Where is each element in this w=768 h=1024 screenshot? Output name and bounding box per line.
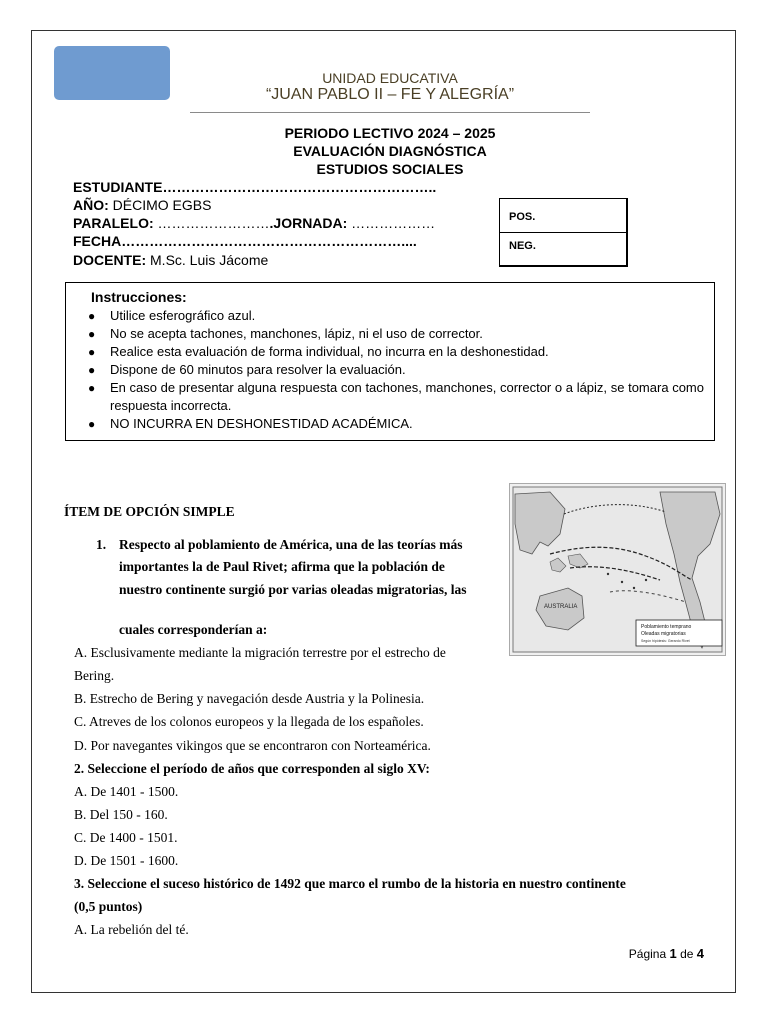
instruction-item: ● Dispone de 60 minutos para resolver la evaluación.: [88, 362, 406, 377]
q1-line: Respecto al poblamiento de América, una de las teorías más: [119, 537, 463, 552]
q2-title: 2. Seleccione el período de años que corresponden al siglo XV:: [74, 761, 430, 776]
instruction-item: ● NO INCURRA EN DESHONESTIDAD ACADÉMICA.: [88, 416, 413, 431]
map-legend-line3: Según hipótesis: Gerardo Rivet: [641, 639, 690, 643]
school-name-line1: UNIDAD EDUCATIVA: [322, 70, 458, 86]
footer-page-word: Página: [628, 947, 667, 961]
q1-option-a-cont: Bering.: [74, 668, 115, 683]
year-label: AÑO:: [73, 197, 109, 213]
q1-number: 1.: [96, 537, 107, 552]
q2-option-d: D. De 1501 - 1600.: [74, 853, 179, 868]
instructions-list: [88, 307, 704, 433]
q3-title: 3. Seleccione el suceso histórico de 1492 que marco el rumbo de la historia en nuestro continente: [74, 876, 626, 891]
q1-option-a: A. Esclusivamente mediante la migración terrestre por el estrecho de: [74, 645, 446, 660]
instruction-item: ● Utilice esferográfico azul.: [88, 308, 256, 323]
year-value: DÉCIMO EGBS: [108, 197, 212, 213]
header-divider: [190, 112, 590, 113]
instruction-item: ● En caso de presentar alguna respuesta con tachones, manchones, corrector o a lápiz, se tomara como respuesta incorrecta.: [88, 380, 704, 413]
instruction-item: ● No se acepta tachones, manchones, lápiz, ni el uso de corrector.: [88, 326, 483, 341]
date-dots: ……………………………………………………....: [121, 233, 417, 249]
student-field: [73, 179, 436, 195]
parallel-dots: ……………………: [153, 215, 270, 231]
instructions-title: Instrucciones:: [91, 289, 187, 305]
q2-option-a: A. De 1401 - 1500.: [74, 784, 179, 799]
instructions-box: [65, 282, 715, 441]
grade-pos-label: POS.: [509, 211, 536, 223]
footer-page-total: 4: [696, 946, 704, 961]
school-logo-placeholder: [54, 46, 170, 100]
migration-map-image: [509, 483, 726, 656]
grade-neg-label: NEG.: [509, 240, 536, 252]
bullet-icon: ●: [88, 363, 96, 377]
subject-heading: ESTUDIOS SOCIALES: [316, 161, 464, 177]
bullet-icon: ●: [88, 309, 96, 323]
period-heading: PERIODO LECTIVO 2024 – 2025: [284, 125, 496, 141]
bullet-icon: ●: [88, 345, 96, 359]
q1-line: cuales corresponderían a:: [119, 622, 268, 637]
bullet-icon: ●: [88, 327, 96, 341]
student-label: ESTUDIANTE: [73, 179, 163, 195]
teacher-value: M.Sc. Luis Jácome: [146, 252, 269, 268]
grade-divider: [500, 232, 626, 233]
year-field: [73, 197, 211, 213]
teacher-label: DOCENTE:: [73, 252, 147, 268]
q2-option-c: C. De 1400 - 1501.: [74, 830, 178, 845]
bullet-icon: ●: [88, 381, 96, 395]
q1-option-b: B. Estrecho de Bering y navegación desde Austria y la Polinesia.: [74, 691, 425, 706]
q2-option-b: B. Del 150 - 160.: [74, 807, 168, 822]
school-name-line2: “JUAN PABLO II – FE Y ALEGRÍA”: [265, 86, 515, 103]
q1-line: nuestro continente surgió por varias oleadas migratorias, las: [119, 582, 467, 597]
footer-page-number: 1: [669, 946, 677, 961]
map-legend-line1: Poblamiento temprano: [641, 624, 692, 630]
map-legend-line2: Oleadas migratorias: [641, 631, 686, 637]
parallel-field: [73, 215, 435, 231]
date-label: FECHA: [73, 233, 122, 249]
date-field: [73, 233, 417, 249]
q1-line: importantes la de Paul Rivet; afirma que la población de: [119, 559, 445, 574]
map-label-australia: AUSTRALIA: [544, 604, 578, 610]
q3-option-a: A. La rebelión del té.: [74, 922, 189, 937]
instruction-item: ● Realice esta evaluación de forma individual, no incurra en la deshonestidad.: [88, 344, 549, 359]
footer-of-word: de: [680, 947, 694, 961]
q1-option-d: D. Por navegantes vikingos que se encontraron con Norteamérica.: [74, 738, 431, 753]
shift-dots: ………………: [347, 215, 436, 231]
parallel-label: PARALELO:: [73, 215, 154, 231]
student-dots: …………………………………………………..: [162, 179, 437, 195]
q3-title-cont: (0,5 puntos): [74, 899, 143, 914]
teacher-field: [73, 252, 268, 268]
evaluation-heading: EVALUACIÓN DIAGNÓSTICA: [293, 143, 487, 159]
section-title: ÍTEM DE OPCIÓN SIMPLE: [64, 504, 235, 519]
page-footer: [629, 946, 704, 961]
map-drawing: [510, 484, 725, 655]
shift-label: .JORNADA:: [269, 215, 348, 231]
q1-option-c: C. Atreves de los colonos europeos y la llegada de los españoles.: [74, 714, 424, 729]
bullet-icon: ●: [88, 417, 96, 431]
grade-box: [499, 198, 628, 267]
